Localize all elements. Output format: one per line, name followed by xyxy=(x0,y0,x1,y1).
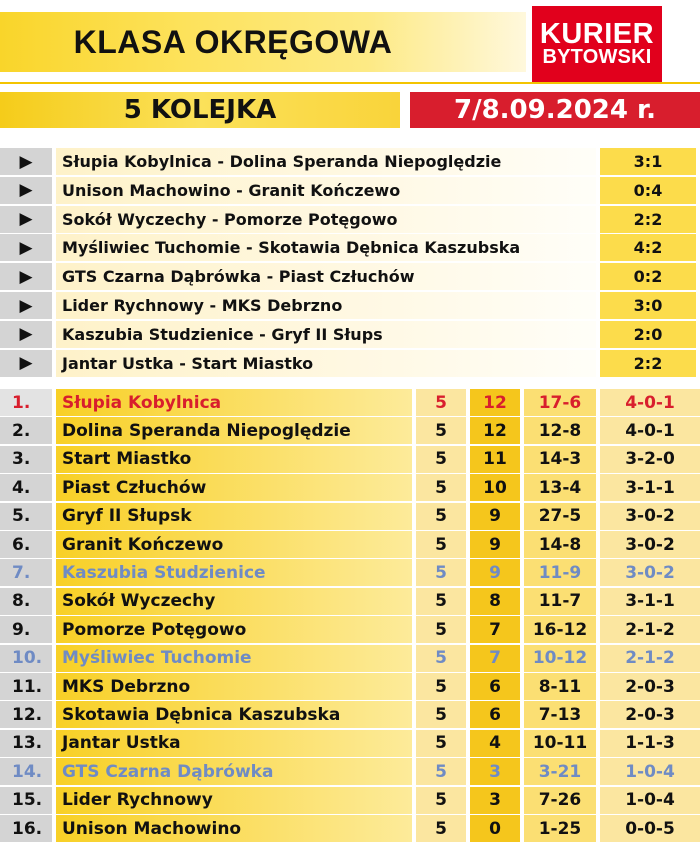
table-row xyxy=(0,446,700,473)
team-name: Dolina Speranda Niepoględzie xyxy=(56,417,412,444)
table-row xyxy=(0,815,700,842)
position: 7. xyxy=(0,559,52,586)
play-arrow-icon: ▶ xyxy=(0,234,52,261)
points: 4 xyxy=(470,730,520,757)
match-score: 0:2 xyxy=(600,263,696,290)
win-draw-loss: 4-0-1 xyxy=(600,389,700,416)
goals: 27-5 xyxy=(524,503,596,530)
team-name: Piast Człuchów xyxy=(56,474,412,501)
position: 6. xyxy=(0,531,52,558)
goals: 14-3 xyxy=(524,446,596,473)
play-arrow-icon: ▶ xyxy=(0,321,52,348)
position: 5. xyxy=(0,503,52,530)
win-draw-loss: 4-0-1 xyxy=(600,417,700,444)
points: 7 xyxy=(470,645,520,672)
position: 13. xyxy=(0,730,52,757)
goals: 13-4 xyxy=(524,474,596,501)
games-played: 5 xyxy=(416,645,466,672)
match-row xyxy=(0,350,700,377)
position: 11. xyxy=(0,673,52,700)
match-score: 2:0 xyxy=(600,321,696,348)
play-arrow-icon: ▶ xyxy=(0,263,52,290)
win-draw-loss: 3-0-2 xyxy=(600,503,700,530)
games-played: 5 xyxy=(416,673,466,700)
team-name: Lider Rychnowy xyxy=(56,787,412,814)
position: 8. xyxy=(0,588,52,615)
goals: 1-25 xyxy=(524,815,596,842)
match-row xyxy=(0,177,700,204)
team-name: Jantar Ustka xyxy=(56,730,412,757)
points: 12 xyxy=(470,417,520,444)
round-bar xyxy=(0,92,400,128)
points: 9 xyxy=(470,503,520,530)
team-name: Kaszubia Studzienice xyxy=(56,559,412,586)
win-draw-loss: 3-0-2 xyxy=(600,559,700,586)
kurier-bytowski-logo xyxy=(532,6,662,82)
goals: 11-7 xyxy=(524,588,596,615)
table-row xyxy=(0,673,700,700)
games-played: 5 xyxy=(416,730,466,757)
position: 12. xyxy=(0,701,52,728)
points: 11 xyxy=(470,446,520,473)
points: 0 xyxy=(470,815,520,842)
points: 10 xyxy=(470,474,520,501)
points: 6 xyxy=(470,673,520,700)
win-draw-loss: 3-1-1 xyxy=(600,588,700,615)
team-name: Start Miastko xyxy=(56,446,412,473)
points: 8 xyxy=(470,588,520,615)
team-name: Pomorze Potęgowo xyxy=(56,616,412,643)
date-bar xyxy=(410,92,700,128)
match-row xyxy=(0,148,700,175)
match-teams: Słupia Kobylnica - Dolina Speranda Niepoględzie xyxy=(56,148,596,175)
goals: 12-8 xyxy=(524,417,596,444)
points: 3 xyxy=(470,758,520,785)
goals: 3-21 xyxy=(524,758,596,785)
games-played: 5 xyxy=(416,787,466,814)
position: 16. xyxy=(0,815,52,842)
match-score: 0:4 xyxy=(600,177,696,204)
games-played: 5 xyxy=(416,446,466,473)
points: 9 xyxy=(470,559,520,586)
play-arrow-icon: ▶ xyxy=(0,206,52,233)
games-played: 5 xyxy=(416,588,466,615)
table-row xyxy=(0,531,700,558)
table-row xyxy=(0,389,700,416)
team-name: Unison Machowino xyxy=(56,815,412,842)
win-draw-loss: 2-0-3 xyxy=(600,701,700,728)
points: 6 xyxy=(470,701,520,728)
points: 3 xyxy=(470,787,520,814)
team-name: Słupia Kobylnica xyxy=(56,389,412,416)
table-row xyxy=(0,730,700,757)
team-name: Myśliwiec Tuchomie xyxy=(56,645,412,672)
round-label: 5 KOLEJKA xyxy=(123,95,277,125)
win-draw-loss: 2-1-2 xyxy=(600,645,700,672)
match-row xyxy=(0,263,700,290)
league-title: KLASA OKRĘGOWA xyxy=(73,23,393,60)
header-divider xyxy=(0,82,700,84)
goals: 10-11 xyxy=(524,730,596,757)
games-played: 5 xyxy=(416,531,466,558)
position: 4. xyxy=(0,474,52,501)
table-row xyxy=(0,787,700,814)
logo-line-2: BYTOWSKI xyxy=(542,46,652,69)
match-teams: Jantar Ustka - Start Miastko xyxy=(56,350,596,377)
match-teams: Lider Rychnowy - MKS Debrzno xyxy=(56,292,596,319)
win-draw-loss: 0-0-5 xyxy=(600,815,700,842)
goals: 10-12 xyxy=(524,645,596,672)
goals: 17-6 xyxy=(524,389,596,416)
win-draw-loss: 2-1-2 xyxy=(600,616,700,643)
match-row xyxy=(0,206,700,233)
play-arrow-icon: ▶ xyxy=(0,177,52,204)
match-teams: Kaszubia Studzienice - Gryf II Słups xyxy=(56,321,596,348)
games-played: 5 xyxy=(416,559,466,586)
position: 9. xyxy=(0,616,52,643)
goals: 8-11 xyxy=(524,673,596,700)
match-teams: Unison Machowino - Granit Kończewo xyxy=(56,177,596,204)
goals: 16-12 xyxy=(524,616,596,643)
league-title-bar xyxy=(0,12,526,72)
match-row xyxy=(0,292,700,319)
position: 2. xyxy=(0,417,52,444)
position: 14. xyxy=(0,758,52,785)
match-teams: Myśliwiec Tuchomie - Skotawia Dębnica Kaszubska xyxy=(56,234,596,261)
games-played: 5 xyxy=(416,616,466,643)
play-arrow-icon: ▶ xyxy=(0,292,52,319)
match-score: 3:0 xyxy=(600,292,696,319)
match-teams: GTS Czarna Dąbrówka - Piast Człuchów xyxy=(56,263,596,290)
points: 7 xyxy=(470,616,520,643)
position: 15. xyxy=(0,787,52,814)
win-draw-loss: 2-0-3 xyxy=(600,673,700,700)
win-draw-loss: 3-0-2 xyxy=(600,531,700,558)
match-score: 2:2 xyxy=(600,350,696,377)
team-name: Sokół Wyczechy xyxy=(56,588,412,615)
games-played: 5 xyxy=(416,758,466,785)
play-arrow-icon: ▶ xyxy=(0,350,52,377)
position: 3. xyxy=(0,446,52,473)
table-row xyxy=(0,559,700,586)
table-row xyxy=(0,474,700,501)
match-score: 4:2 xyxy=(600,234,696,261)
win-draw-loss: 3-1-1 xyxy=(600,474,700,501)
team-name: MKS Debrzno xyxy=(56,673,412,700)
team-name: Skotawia Dębnica Kaszubska xyxy=(56,701,412,728)
win-draw-loss: 1-0-4 xyxy=(600,787,700,814)
win-draw-loss: 3-2-0 xyxy=(600,446,700,473)
win-draw-loss: 1-1-3 xyxy=(600,730,700,757)
games-played: 5 xyxy=(416,701,466,728)
team-name: Granit Kończewo xyxy=(56,531,412,558)
round-date: 7/8.09.2024 r. xyxy=(453,95,657,125)
games-played: 5 xyxy=(416,417,466,444)
goals: 11-9 xyxy=(524,559,596,586)
table-row xyxy=(0,701,700,728)
games-played: 5 xyxy=(416,474,466,501)
goals: 7-26 xyxy=(524,787,596,814)
match-score: 3:1 xyxy=(600,148,696,175)
goals: 7-13 xyxy=(524,701,596,728)
table-row xyxy=(0,616,700,643)
logo-line-1: KURIER xyxy=(539,17,655,50)
points: 12 xyxy=(470,389,520,416)
table-row xyxy=(0,758,700,785)
match-teams: Sokół Wyczechy - Pomorze Potęgowo xyxy=(56,206,596,233)
match-row xyxy=(0,321,700,348)
match-score: 2:2 xyxy=(600,206,696,233)
match-row xyxy=(0,234,700,261)
table-row xyxy=(0,503,700,530)
games-played: 5 xyxy=(416,815,466,842)
team-name: GTS Czarna Dąbrówka xyxy=(56,758,412,785)
games-played: 5 xyxy=(416,503,466,530)
points: 9 xyxy=(470,531,520,558)
play-arrow-icon: ▶ xyxy=(0,148,52,175)
win-draw-loss: 1-0-4 xyxy=(600,758,700,785)
team-name: Gryf II Słupsk xyxy=(56,503,412,530)
table-row xyxy=(0,588,700,615)
position: 1. xyxy=(0,389,52,416)
position: 10. xyxy=(0,645,52,672)
table-row xyxy=(0,417,700,444)
goals: 14-8 xyxy=(524,531,596,558)
games-played: 5 xyxy=(416,389,466,416)
table-row xyxy=(0,645,700,672)
